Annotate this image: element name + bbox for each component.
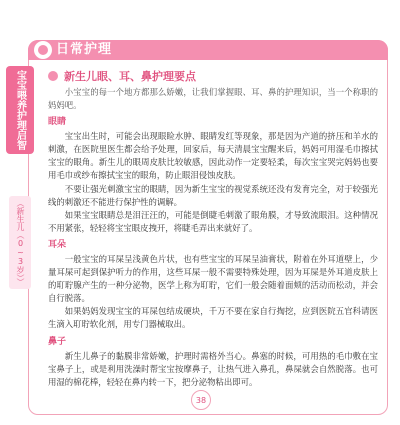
eye-paragraph-2: 不要让强光刺激宝宝的眼睛，因为新生宝宝的视觉系统还没有发育完全，对于较强光线的刺激还不能进行保护性的调解。 [48,183,378,207]
eye-paragraph-3: 如果宝宝眼睛总是泪汪汪的，可能是倒睫毛刺激了眼角膜，才导致流眼泪。这种情况不用紧张，轻轻将宝宝眼皮拽开，将睫毛弄出来就好了。 [48,209,378,233]
side-chapter-tab [6,66,34,154]
side-tab-line1: 宝宝喂养 [14,70,26,110]
nose-paragraph-1: 新生儿鼻子的黏膜非常娇嫩，护理时需格外当心。鼻塞的时候，可用热的毛巾敷在宝宝鼻子上，或是利用洗澡时帮宝宝按摩鼻子，让热气进入鼻孔，鼻屎就会自然脱落。也可用湿的棉花棒，轻轻在鼻内转一下，把分泌物粘出即可。 [48,350,378,387]
nose-heading: 鼻子 [48,336,67,347]
side-age-label [9,196,31,289]
eye-heading: 眼睛 [48,117,67,128]
section-bullet-icon [48,71,58,81]
intro-paragraph: 小宝宝的每一个地方都那么娇嫩，让我们掌握眼、耳、鼻的护理知识，当一个称职的妈妈吧。 [48,87,378,111]
header-circle-icon [34,41,52,59]
side-tab-line2: 护理 [14,110,26,130]
header-title: 日常护理 [56,42,113,57]
section-title [48,68,196,84]
ear-paragraph-2: 如果妈妈发现宝宝的耳屎包结成硬块，千万不要在家自行掏挖，应到医院五官科请医生滴入耵聍软化剂，用专门器械取出。 [48,306,378,330]
page-number: 38 [191,390,211,410]
side-tab-line3: 启智 [14,130,26,150]
article-body [48,86,378,389]
ear-paragraph-1: 一般宝宝的耳屎呈浅黄色片状，也有些宝宝的耳屎呈油膏状，附着在外耳道壁上，少量耳屎可起到保护听力的作用，这些耳屎一般不需要特殊处理，因为耳屎是外耳道皮肤上的耵聍腺产生的一种分泌物，医学上称为耵聍，它们一般会随着面颊的活动而松动，并会自行脱落。 [48,253,378,304]
side-age-text: （新生儿（0~3岁）） [16,199,25,286]
eye-paragraph-1: 宝宝出生时，可能会出现眼睑水肿、眼睛发红等现象，那是因为产道的挤压和羊水的刺激，在医院里医生都会给予处理，回家后，每天清晨宝宝醒来后，妈妈可用湿毛巾擦拭宝宝的眼角。新生儿的眼周皮肤比较敏感，因此动作一定要轻柔，每次宝宝哭完妈妈也要用毛巾或纱布擦拭宝宝的眼角，防止眼泪侵蚀皮肤。 [48,131,378,181]
section-title-text: 新生儿眼、耳、鼻护理要点 [64,70,196,83]
ear-heading: 耳朵 [48,239,67,250]
